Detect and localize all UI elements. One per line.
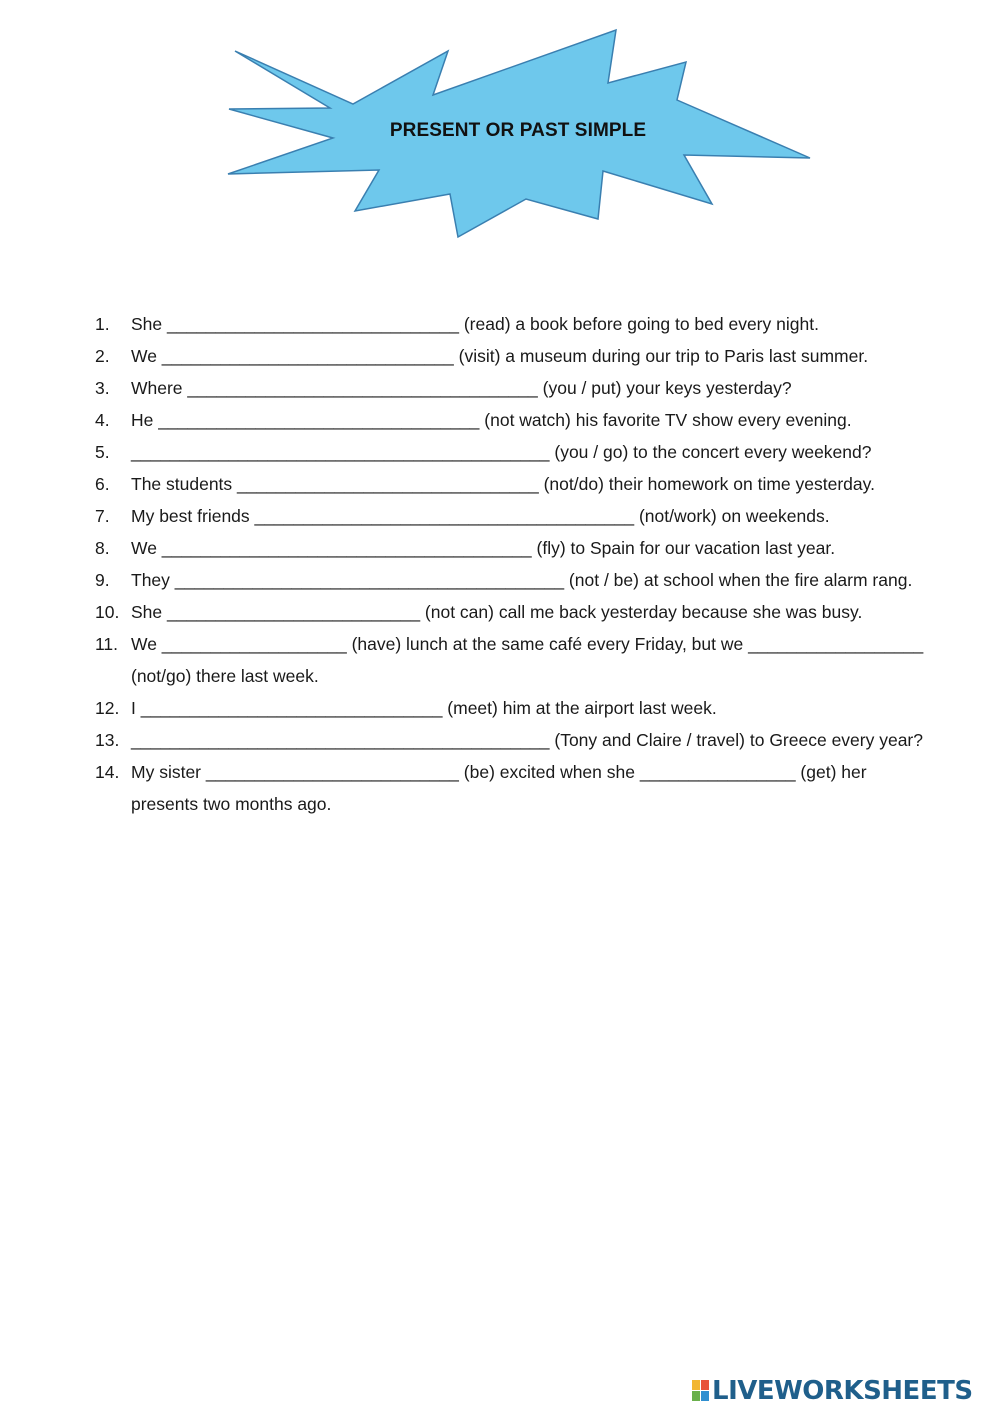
liveworksheets-logo[interactable] <box>692 1377 988 1405</box>
exercise-sentence: We ______________________________________ (fly) to Spain for our vacation last year. <box>131 538 836 558</box>
exercise-item <box>95 436 925 468</box>
exercise-number: 3. <box>95 378 110 398</box>
exercise-item <box>95 628 929 692</box>
exercise-number: 7. <box>95 506 110 526</box>
exercise-item <box>95 596 925 628</box>
exercise-number: 8. <box>95 538 110 558</box>
exercise-sentence: They ________________________________________ (not / be) at school when the fire alarm rang. <box>131 570 913 590</box>
exercise-number: 14. <box>95 762 120 782</box>
exercise-number: 5. <box>95 442 110 462</box>
exercise-item <box>95 692 925 724</box>
exercise-sentence: I _______________________________ (meet) him at the airport last week. <box>131 698 717 718</box>
exercise-sentence: ___________________________________________ (Tony and Claire / travel) to Greece every year? <box>131 730 923 750</box>
exercise-item <box>95 756 925 820</box>
exercise-sentence: My sister __________________________ (be) excited when she ________________ (get) her presents two months ago. <box>131 762 872 814</box>
exercise-list <box>95 308 929 820</box>
exercise-number: 4. <box>95 410 110 430</box>
exercise-item <box>95 340 925 372</box>
exercise-sentence: The students _______________________________ (not/do) their homework on time yesterday. <box>131 474 875 494</box>
exercise-number: 2. <box>95 346 110 366</box>
exercise-item <box>95 532 925 564</box>
exercise-sentence: He _________________________________ (not watch) his favorite TV show every evening. <box>131 410 852 430</box>
exercise-number: 6. <box>95 474 110 494</box>
exercise-item <box>95 724 925 756</box>
exercise-number: 11. <box>95 634 119 654</box>
exercise-sentence: My best friends _______________________________________ (not/work) on weekends. <box>131 506 830 526</box>
page-title: PRESENT OR PAST SIMPLE <box>389 120 647 141</box>
liveworksheets-logo-text: LIVEWORKSHEETS <box>712 1376 973 1406</box>
exercise-number: 13. <box>95 730 120 750</box>
exercise-number: 1. <box>95 314 110 334</box>
exercise-sentence: She __________________________ (not can) call me back yesterday because she was busy. <box>131 602 863 622</box>
exercise-sentence: Where ____________________________________ (you / put) your keys yesterday? <box>131 378 792 398</box>
exercise-sentence: We ___________________ (have) lunch at the same café every Friday, but we __________________ (not/go) there last week. <box>131 634 929 686</box>
exercise-item <box>95 564 925 596</box>
exercise-number: 10. <box>95 602 120 622</box>
exercise-item <box>95 468 925 500</box>
exercise-number: 9. <box>95 570 110 590</box>
exercise-item <box>95 404 925 436</box>
exercise-item <box>95 372 925 404</box>
liveworksheets-logo-icon <box>692 1380 710 1402</box>
exercise-sentence: She ______________________________ (read) a book before going to bed every night. <box>131 314 819 334</box>
exercise-sentence: We ______________________________ (visit) a museum during our trip to Paris last summer. <box>131 346 869 366</box>
exercise-item <box>95 500 925 532</box>
exercise-number: 12. <box>95 698 120 718</box>
exercise-item <box>95 308 925 340</box>
exercise-sentence: ___________________________________________ (you / go) to the concert every weekend? <box>131 442 872 462</box>
